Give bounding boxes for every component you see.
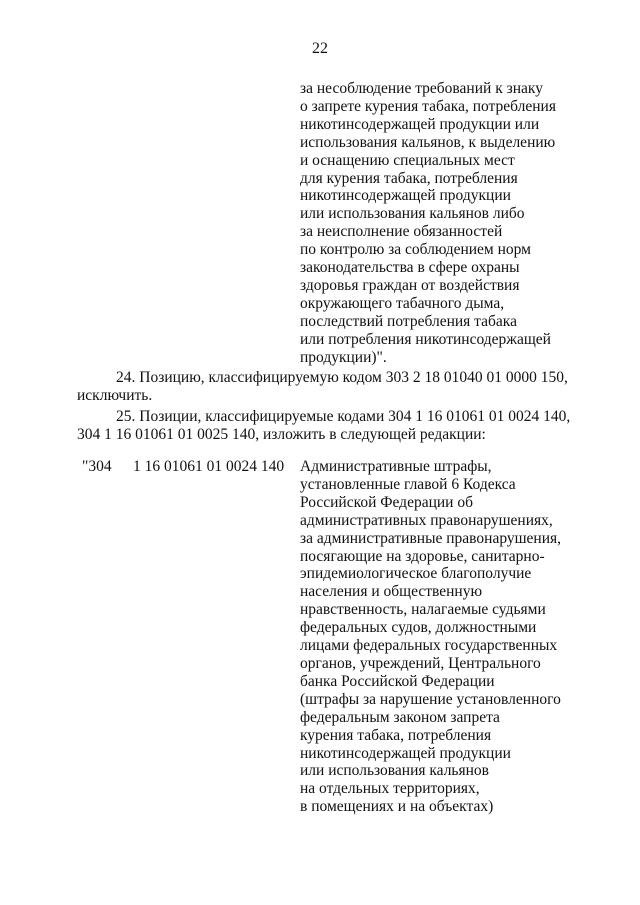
- text-line: здоровья граждан от воздействия: [300, 276, 520, 294]
- description-line: за административные правонарушения,: [300, 529, 562, 547]
- item-24-line-1: 24. Позицию, классифицируемую кодом 303 2 18 01040 01 0000 150,: [116, 369, 568, 386]
- item-25-line-2: 304 1 16 01061 01 0025 140, изложить в следующей редакции:: [77, 426, 486, 443]
- code-description: [300, 458, 561, 816]
- text-line: за неисполнение обязанностей: [300, 223, 503, 241]
- text-line: окружающего табачного дыма,: [300, 294, 505, 312]
- text-line: за несоблюдение требований к знаку: [300, 80, 543, 97]
- description-line: в помещениях и на объектах): [300, 798, 494, 816]
- item-25-line-1: 25. Позиции, классифицируемые кодами 304 1 16 01061 01 0024 140,: [116, 408, 571, 425]
- text-line: никотинсодержащей продукции или: [300, 115, 540, 133]
- description-line: административных правонарушениях,: [300, 511, 553, 529]
- description-line: нравственность, налагаемые судьями: [300, 601, 546, 619]
- text-line: о запрете курения табака, потребления: [300, 97, 556, 115]
- description-line: посягающие на здоровье, санитарно-: [300, 547, 545, 565]
- description-line: федеральных судов, должностными: [300, 619, 537, 637]
- classification-code: 1 16 01061 01 0024 140: [133, 458, 285, 475]
- text-line: использования кальянов, к выделению: [300, 133, 556, 151]
- description-line: установленные главой 6 Кодекса: [300, 475, 516, 493]
- item-24-line-2: исключить.: [77, 387, 153, 404]
- page-number: 22: [312, 40, 328, 57]
- description-line: эпидемиологическое благополучие: [300, 565, 532, 583]
- description-line: федеральным законом запрета: [300, 708, 500, 726]
- description-line: (штрафы за нарушение установленного: [300, 690, 561, 708]
- code-row: [0, 458, 640, 818]
- description-line: Российской Федерации об: [300, 493, 473, 511]
- text-line: или потребления никотинсодержащей: [300, 330, 551, 348]
- description-line: на отдельных территориях,: [300, 780, 480, 798]
- text-line: по контролю за соблюдением норм: [300, 241, 531, 259]
- description-line: населения и общественную: [300, 583, 483, 601]
- description-line: банка Российской Федерации: [300, 672, 495, 690]
- description-line: Административные штрафы,: [300, 458, 492, 475]
- description-line: органов, учреждений, Центрального: [300, 654, 541, 672]
- description-line: курения табака, потребления: [300, 726, 492, 744]
- top-text-block: [300, 80, 556, 367]
- description-line: или использования кальянов: [300, 762, 489, 780]
- description-line: лицами федеральных государственных: [300, 637, 558, 655]
- description-line: никотинсодержащей продукции: [300, 744, 511, 762]
- text-line: продукции)".: [300, 348, 387, 366]
- text-line: никотинсодержащей продукции: [300, 187, 511, 205]
- text-line: или использования кальянов либо: [300, 205, 525, 223]
- text-line: и оснащению специальных мест: [300, 151, 515, 169]
- code-prefix: "304: [82, 458, 112, 475]
- text-line: для курения табака, потребления: [300, 169, 518, 187]
- text-line: законодательства в сфере охраны: [300, 259, 520, 277]
- text-line: последствий потребления табака: [300, 312, 517, 330]
